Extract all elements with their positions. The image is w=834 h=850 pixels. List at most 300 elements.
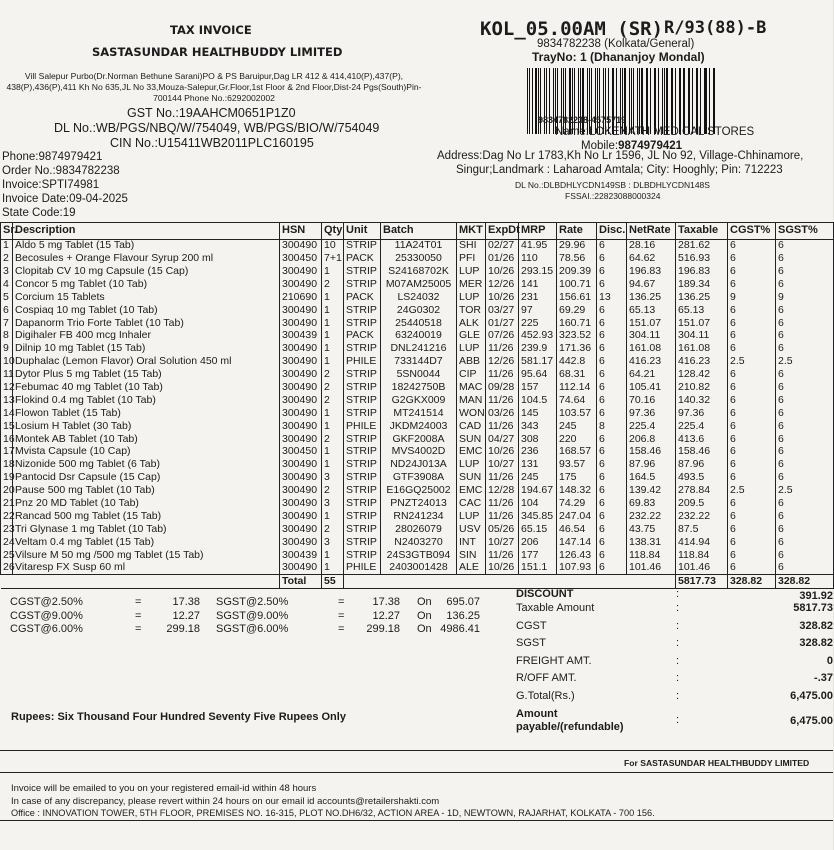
table-cell: 2	[1, 252, 13, 265]
table-cell: STRIP	[344, 317, 381, 330]
table-cell: 29.96	[557, 240, 597, 253]
table-cell: 11/26	[486, 343, 519, 356]
table-cell: 04/27	[486, 433, 519, 446]
table-cell: 6	[728, 394, 776, 407]
table-cell: GKF2008A	[381, 433, 457, 446]
table-cell: 452.93	[519, 330, 557, 343]
table-cell: 232.22	[627, 510, 676, 523]
table-cell: PFI	[457, 252, 486, 265]
table-cell: 9	[728, 291, 776, 304]
table-row	[1, 484, 834, 497]
invoice-date: Invoice Date:09-04-2025	[2, 193, 128, 205]
table-cell: CIP	[457, 368, 486, 381]
table-cell: STRIP	[344, 459, 381, 472]
table-cell: PHILE	[344, 356, 381, 369]
table-cell: 210.82	[676, 381, 728, 394]
table-cell: 6	[597, 407, 627, 420]
cgst-value: 328.82	[799, 620, 833, 632]
mobile-label: Mobile:	[581, 140, 619, 152]
footer-line-3: Office : INNOVATION TOWER, 5TH FLOOR, PREMISES NO. 16-315, PLOT NO.DH6/32, ACTION AREA - 1D, NEWTOWN, RAJARHAT, KOLKATA - 700 156.	[11, 808, 655, 818]
table-cell: 70.16	[627, 394, 676, 407]
total-label: Total	[280, 575, 322, 589]
table-cell: 442.8	[557, 356, 597, 369]
table-cell: 69.83	[627, 497, 676, 510]
table-cell: 6	[728, 510, 776, 523]
footer-line-2: In case of any discrepancy, please revert within 24 hours on our email id accounts@retailershakti.com	[11, 796, 440, 807]
colon: :	[676, 690, 680, 702]
table-cell: 300439	[280, 549, 322, 562]
table-cell: 07/26	[486, 330, 519, 343]
total-qty: 55	[322, 575, 344, 589]
table-cell: 6	[776, 394, 834, 407]
table-cell	[344, 575, 676, 589]
table-cell: 6	[597, 304, 627, 317]
table-cell: 6	[597, 523, 627, 536]
table-cell: ALE	[457, 562, 486, 575]
table-header-row	[1, 223, 834, 240]
table-cell: 95.64	[519, 368, 557, 381]
table-cell: 189.34	[676, 278, 728, 291]
table-cell: ND24J013A	[381, 459, 457, 472]
table-cell: 300490	[280, 278, 322, 291]
table-cell: 231	[519, 291, 557, 304]
table-cell: 101.46	[676, 562, 728, 575]
table-cell: 7	[1, 317, 13, 330]
table-cell: 74.64	[557, 394, 597, 407]
equals-sign: =	[135, 623, 142, 635]
table-cell: Clopitab CV 10 mg Capsule (15 Cap)	[13, 265, 280, 278]
table-cell: 161.08	[676, 343, 728, 356]
table-cell: 300439	[280, 330, 322, 343]
table-cell: 300450	[280, 252, 322, 265]
table-cell: Montek AB Tablet (10 Tab)	[13, 433, 280, 446]
table-cell: Pantocid Dsr Capsule (15 Cap)	[13, 472, 280, 485]
table-cell: 1	[322, 459, 344, 472]
table-cell: STRIP	[344, 497, 381, 510]
table-row	[1, 420, 834, 433]
table-cell: 65.13	[627, 304, 676, 317]
table-cell: 1	[322, 291, 344, 304]
table-cell: 136.25	[627, 291, 676, 304]
table-cell: 164.5	[627, 472, 676, 485]
gtotal-value: 6,475.00	[790, 690, 833, 702]
column-header: Disc.	[597, 223, 627, 240]
table-cell: LUP	[457, 459, 486, 472]
table-cell: 414.94	[676, 536, 728, 549]
column-header: MKT	[457, 223, 486, 240]
table-cell: 247.04	[557, 510, 597, 523]
customer-name: Name:LOKENATH MEDICAL STORES	[555, 126, 755, 138]
table-cell: 10/26	[486, 291, 519, 304]
table-cell: 14	[1, 407, 13, 420]
table-cell: 10/27	[486, 459, 519, 472]
table-cell: 101.46	[627, 562, 676, 575]
table-cell: 23	[1, 523, 13, 536]
table-cell: 6	[597, 278, 627, 291]
table-cell: 03/26	[486, 407, 519, 420]
table-cell: 2	[322, 381, 344, 394]
table-cell: 6	[728, 523, 776, 536]
order-number: Order No.:9834782238	[2, 165, 120, 177]
colon: :	[676, 714, 680, 726]
table-cell: 01/26	[486, 252, 519, 265]
tax-base: 136.25	[446, 609, 480, 622]
table-cell: 733144D7	[381, 356, 457, 369]
table-cell: 160.71	[557, 317, 597, 330]
table-cell: Pnz 20 MD Tablet (10 Tab)	[13, 497, 280, 510]
table-cell: 138.31	[627, 536, 676, 549]
table-cell: 308	[519, 433, 557, 446]
table-cell: 300450	[280, 446, 322, 459]
sgst-rate: SGST@9.00%	[216, 609, 289, 622]
table-cell: 18	[1, 459, 13, 472]
table-cell: Tri Glynase 1 mg Tablet (10 Tab)	[13, 523, 280, 536]
table-cell: 6	[776, 304, 834, 317]
column-header: Taxable	[676, 223, 728, 240]
table-cell: 6	[728, 304, 776, 317]
table-cell: 2	[322, 433, 344, 446]
table-cell: 03/27	[486, 304, 519, 317]
table-cell: LUP	[457, 343, 486, 356]
table-cell: 323.52	[557, 330, 597, 343]
table-cell: LUP	[457, 265, 486, 278]
table-cell: Cospiaq 10 mg Tablet (10 Tab)	[13, 304, 280, 317]
table-cell: STRIP	[344, 472, 381, 485]
table-cell: MT241514	[381, 407, 457, 420]
table-cell: 6	[776, 510, 834, 523]
table-cell: 2.5	[776, 484, 834, 497]
table-cell: 6	[728, 446, 776, 459]
table-cell: 175	[557, 472, 597, 485]
table-cell: MVS4002D	[381, 446, 457, 459]
barcode-bar	[688, 68, 689, 134]
tax-base: 695.07	[446, 596, 480, 608]
table-cell: 28.16	[627, 240, 676, 253]
amount-summary	[516, 588, 833, 748]
table-cell: 11/26	[486, 472, 519, 485]
table-cell: 1	[322, 407, 344, 420]
table-row	[1, 510, 834, 523]
table-cell: 300490	[280, 433, 322, 446]
table-cell: 74.29	[557, 497, 597, 510]
barcode-bar	[633, 68, 634, 134]
table-cell: PACK	[344, 330, 381, 343]
table-cell: 158.46	[676, 446, 728, 459]
table-cell: 161.08	[627, 343, 676, 356]
table-cell: 3	[1, 265, 13, 278]
table-row	[1, 394, 834, 407]
barcode-text: 9834782238-4575719	[538, 115, 627, 125]
table-cell: 300490	[280, 394, 322, 407]
cgst-rate: CGST@6.00%	[10, 623, 83, 635]
table-cell: 6	[728, 381, 776, 394]
table-cell: 300490	[280, 562, 322, 575]
table-row	[1, 278, 834, 291]
table-cell: 210690	[280, 291, 322, 304]
table-cell: 300490	[280, 536, 322, 549]
table-cell: 65.15	[519, 523, 557, 536]
table-row	[1, 343, 834, 356]
barcode-bar	[527, 68, 528, 134]
table-cell: INT	[457, 536, 486, 549]
gtotal-label: G.Total(Rs.)	[516, 690, 575, 702]
cgst-amount: 299.18	[166, 623, 200, 635]
discount-value: 391.92	[799, 590, 833, 602]
table-cell: 343	[519, 420, 557, 433]
colon: :	[676, 620, 680, 632]
table-cell: 107.93	[557, 562, 597, 575]
total-taxable: 5817.73	[676, 575, 728, 589]
items-table	[0, 222, 834, 589]
table-cell: MAC	[457, 381, 486, 394]
table-cell: STRIP	[344, 343, 381, 356]
table-row	[1, 381, 834, 394]
table-cell: 6	[728, 252, 776, 265]
customer-fssai: FSSAI.:22823088000324	[565, 191, 661, 201]
table-cell: 64.21	[627, 368, 676, 381]
table-cell: 4	[1, 278, 13, 291]
table-row	[1, 252, 834, 265]
route-number: R/93(88)-B	[664, 18, 767, 38]
table-cell: STRIP	[344, 368, 381, 381]
table-cell: 22	[1, 510, 13, 523]
table-cell: 6	[597, 240, 627, 253]
table-cell: 12/26	[486, 356, 519, 369]
barcode-bar	[697, 68, 698, 134]
barcode-bar	[639, 68, 640, 134]
table-cell: Mvista Capsule (10 Cap)	[13, 446, 280, 459]
table-cell: 2	[322, 484, 344, 497]
table-cell: CAC	[457, 497, 486, 510]
barcode-bar	[679, 68, 680, 134]
table-cell: 6	[728, 265, 776, 278]
table-cell: Vitaresp FX Susp 60 ml	[13, 562, 280, 575]
table-cell: 128.42	[676, 368, 728, 381]
table-cell: 158.46	[627, 446, 676, 459]
table-cell: 17	[1, 446, 13, 459]
table-cell: Becosules + Orange Flavour Syrup 200 ml	[13, 252, 280, 265]
table-cell: 01/27	[486, 317, 519, 330]
table-cell: 26	[1, 562, 13, 575]
table-cell: 6	[776, 278, 834, 291]
table-cell: 225	[519, 317, 557, 330]
table-cell: 300490	[280, 317, 322, 330]
table-cell: 6	[776, 330, 834, 343]
table-cell: 11/26	[486, 497, 519, 510]
table-row	[1, 433, 834, 446]
divider	[0, 750, 833, 751]
colon: :	[676, 588, 680, 600]
table-cell: 6	[728, 278, 776, 291]
table-row	[1, 523, 834, 536]
table-cell: 6	[597, 446, 627, 459]
table-cell: 10	[1, 356, 13, 369]
barcode-bar	[683, 68, 685, 134]
signatory: For SASTASUNDAR HEALTHBUDDY LIMITED	[624, 758, 810, 768]
sgst-amount: 299.18	[366, 623, 400, 635]
table-cell: 6	[728, 317, 776, 330]
table-cell: 6	[728, 368, 776, 381]
table-cell: PHILE	[344, 562, 381, 575]
table-cell: Vilsure M 50 mg /500 mg Tablet (15 Tab)	[13, 549, 280, 562]
table-cell: 10/27	[486, 536, 519, 549]
barcode-bar	[704, 68, 705, 134]
table-cell: 300490	[280, 240, 322, 253]
table-cell: 6	[728, 433, 776, 446]
table-cell: 97.36	[627, 407, 676, 420]
freight-value: 0	[826, 655, 833, 667]
table-cell: STRIP	[344, 381, 381, 394]
table-cell: 300490	[280, 420, 322, 433]
table-cell: 3	[322, 497, 344, 510]
table-row	[1, 317, 834, 330]
table-cell: 2	[322, 394, 344, 407]
table-cell: 281.62	[676, 240, 728, 253]
table-cell: 6	[728, 407, 776, 420]
table-cell: TOR	[457, 304, 486, 317]
table-row	[1, 304, 834, 317]
table-cell: 100.71	[557, 278, 597, 291]
table-cell: 104	[519, 497, 557, 510]
table-cell: 6	[597, 356, 627, 369]
table-cell: 43.75	[627, 523, 676, 536]
company-name: SASTASUNDAR HEALTHBUDDY LIMITED	[92, 45, 343, 59]
table-cell: LS24032	[381, 291, 457, 304]
table-cell: 6	[728, 549, 776, 562]
gst-number: GST No.:19AAHCM0651P1Z0	[127, 106, 296, 120]
table-cell: 6	[597, 472, 627, 485]
table-row	[1, 472, 834, 485]
table-cell: 104.5	[519, 394, 557, 407]
table-cell: 225.4	[627, 420, 676, 433]
table-cell: 9	[1, 343, 13, 356]
table-cell: 6	[776, 381, 834, 394]
table-cell: 2	[322, 368, 344, 381]
barcode-bar	[658, 68, 659, 134]
table-cell: 68.31	[557, 368, 597, 381]
table-cell: 18242750B	[381, 381, 457, 394]
table-cell: G2GKX009	[381, 394, 457, 407]
table-cell: JKDM24003	[381, 420, 457, 433]
table-cell: EMC	[457, 484, 486, 497]
table-cell: 05/26	[486, 523, 519, 536]
table-cell: 6	[728, 497, 776, 510]
table-row	[1, 240, 834, 253]
table-cell: 220	[557, 433, 597, 446]
table-cell: 493.5	[676, 472, 728, 485]
table-cell: 416.23	[676, 356, 728, 369]
table-cell: PNZT24013	[381, 497, 457, 510]
table-cell: 6	[776, 472, 834, 485]
table-cell: 151.07	[676, 317, 728, 330]
barcode-bar	[662, 68, 663, 134]
route-code: KOL_05.00AM (SR)	[480, 18, 664, 40]
table-cell: 300490	[280, 472, 322, 485]
table-cell: 12/28	[486, 484, 519, 497]
barcode-bar	[535, 68, 537, 134]
colon: :	[676, 637, 680, 649]
table-cell: 6	[776, 549, 834, 562]
table-cell: STRIP	[344, 278, 381, 291]
payable-value: 6,475.00	[790, 715, 833, 727]
table-cell: 97.36	[676, 407, 728, 420]
total-cgst: 328.82	[728, 575, 776, 589]
on-label: On	[417, 596, 432, 608]
table-cell: STRIP	[344, 446, 381, 459]
table-cell: 1	[322, 446, 344, 459]
table-cell: Digihaler FB 400 mcg Inhaler	[13, 330, 280, 343]
table-cell: Flokind 0.4 mg Tablet (10 Tab)	[13, 394, 280, 407]
barcode-bar	[654, 68, 655, 134]
table-cell: 118.84	[627, 549, 676, 562]
table-cell: WON	[457, 407, 486, 420]
table-cell: 6	[776, 407, 834, 420]
table-cell: 6	[776, 562, 834, 575]
table-cell: SUN	[457, 433, 486, 446]
table-cell: 6	[597, 394, 627, 407]
payable-label-1: Amount	[516, 708, 558, 720]
barcode-bar	[700, 68, 701, 134]
table-cell: 87.5	[676, 523, 728, 536]
table-cell: STRIP	[344, 510, 381, 523]
table-cell: 6	[597, 484, 627, 497]
table-cell: 6	[776, 446, 834, 459]
table-cell: LUP	[457, 291, 486, 304]
table-cell: 6	[776, 265, 834, 278]
table-cell: 63240019	[381, 330, 457, 343]
table-cell: 16	[1, 433, 13, 446]
barcode-bar	[675, 68, 676, 134]
table-cell: 25	[1, 549, 13, 562]
table-cell: 151.07	[627, 317, 676, 330]
column-header: HSN	[280, 223, 322, 240]
table-cell: GTF3908A	[381, 472, 457, 485]
invoice-number: Invoice:SPTI74981	[2, 179, 100, 191]
equals-sign: =	[338, 609, 345, 622]
table-cell: 93.57	[557, 459, 597, 472]
table-row	[1, 459, 834, 472]
table-cell: STRIP	[344, 240, 381, 253]
table-cell: Aldo 5 mg Tablet (15 Tab)	[13, 240, 280, 253]
barcode-bar	[689, 68, 690, 134]
table-cell: Dapanorm Trio Forte Tablet (10 Tab)	[13, 317, 280, 330]
table-cell: 11A24T01	[381, 240, 457, 253]
order-line: 9834782238 (Kolkata/General)	[537, 38, 695, 50]
table-cell: 10/26	[486, 265, 519, 278]
table-cell: 6	[597, 433, 627, 446]
table-cell: 300490	[280, 484, 322, 497]
table-cell: 6	[728, 472, 776, 485]
table-cell: Corcium 15 Tablets	[13, 291, 280, 304]
table-cell: 1	[322, 265, 344, 278]
table-cell: 94.67	[627, 278, 676, 291]
table-row	[1, 407, 834, 420]
table-cell: 148.32	[557, 484, 597, 497]
table-cell: 516.93	[676, 252, 728, 265]
table-cell: 413.6	[676, 433, 728, 446]
table-cell: SIN	[457, 549, 486, 562]
divider	[0, 820, 833, 821]
table-cell: 147.14	[557, 536, 597, 549]
table-cell: 11/26	[486, 368, 519, 381]
table-cell: 1	[322, 562, 344, 575]
table-cell: Rancad 500 mg Tablet (15 Tab)	[13, 510, 280, 523]
table-cell: 5SN0044	[381, 368, 457, 381]
table-cell: 69.29	[557, 304, 597, 317]
table-cell: 131	[519, 459, 557, 472]
table-cell: 13	[1, 394, 13, 407]
table-cell: 139.42	[627, 484, 676, 497]
